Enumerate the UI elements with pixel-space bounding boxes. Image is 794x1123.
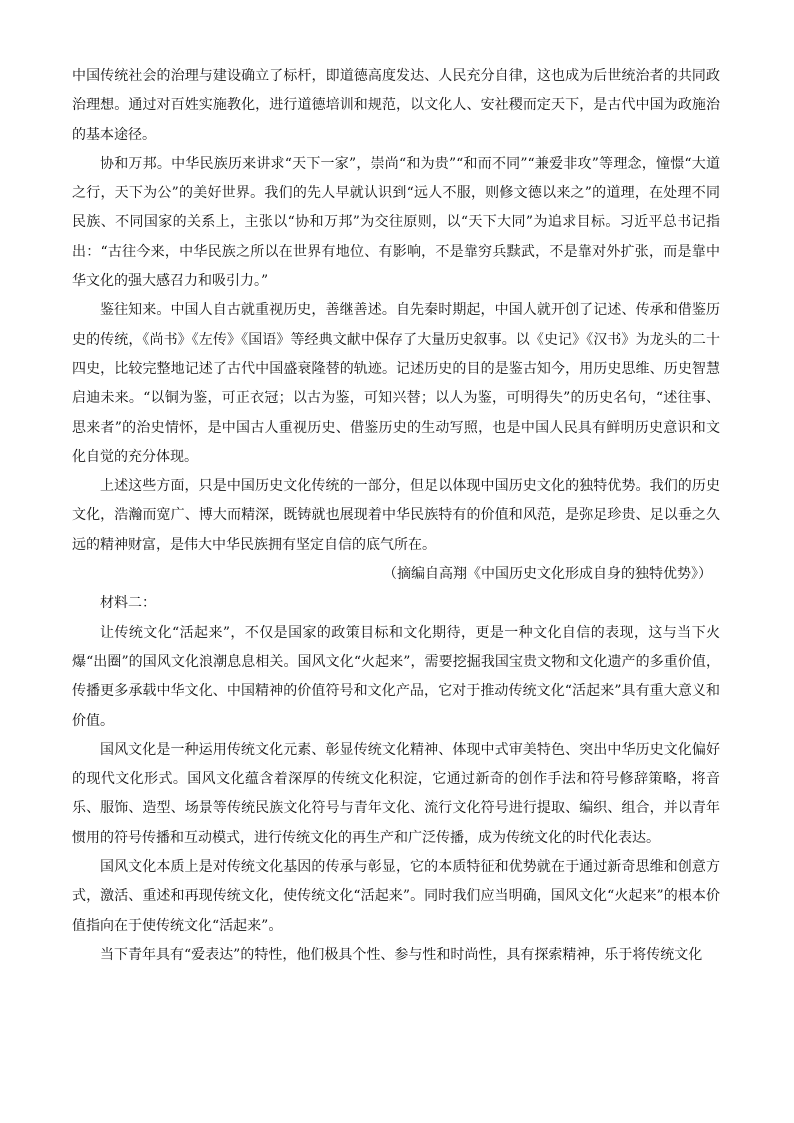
paragraph-guofeng-intro: 让传统文化“活起来”，不仅是国家的政策目标和文化期待，更是一种文化自信的表现，这与当下火爆“出圈”的国风文化浪潮息息相关。国风文化“火起来”，需要挖掘我国宝贵文物和文化遗产的多重价值，传播更多承载中华文化、中国精神的价值符号和文化产品，它对于推动传统文化“活起来”具有重大意义和价值。 (72, 624, 720, 729)
paragraph-youth: 当下青年具有“爱表达”的特性，他们极具个性、参与性和时尚性，具有探索精神，乐于将传统文化 (100, 946, 703, 963)
material-two-label: 材料二： (100, 595, 156, 612)
paragraph-governance: 中国传统社会的治理与建设确立了标杆，即道德高度发达、人民充分自律，这也成为后世统治者的共同政治理想。通过对百姓实施教化，进行道德培训和规范，以文化人、安社稷而定天下，是古代中国为政施治的基本途径。 (72, 68, 720, 143)
paragraph-guofeng-definition: 国风文化是一种运用传统文化元素、彰显传统文化精神、体现中式审美特色、突出中华历史文化偏好的现代文化形式。国风文化蕴含着深厚的传统文化积淀，它通过新奇的创作手法和符号修辞策略，将音乐、服饰、造型、场景等传统民族文化符号与青年文化、流行文化符号进行提取、编织、组合，并以青年惯用的符号传播和互动模式，进行传统文化的再生产和广泛传播，成为传统文化的时代化表达。 (72, 741, 720, 846)
source-citation: （摘编自高翔《中国历史文化形成自身的独特优势》） (383, 566, 712, 583)
document-page (72, 62, 720, 970)
paragraph-harmony: 协和万邦。中华民族历来讲求“天下一家”，崇尚“和为贵”“和而不同”“兼爱非攻”等理念，憧憬“大道之行，天下为公”的美好世界。我们的先人早就认识到“远人不服，则修文德以来之”的道理，在处理不同民族、不同国家的关系上，主张以“协和万邦”为交往原则，以“天下大同”为追求目标。习近平总书记指出：“古往今来，中华民族之所以在世界有地位、有影响，不是靠穷兵黩武，不是靠对外扩张，而是靠中华文化的强大感召力和吸引力。” (72, 155, 720, 290)
paragraph-guofeng-essence: 国风文化本质上是对传统文化基因的传承与彰显，它的本质特征和优势就在于通过新奇思维和创意方式，激活、重述和再现传统文化，使传统文化“活起来”。同时我们应当明确，国风文化“火起来”的根本价值指向在于使传统文化“活起来”。 (72, 859, 720, 934)
paragraph-history: 鉴往知来。中国人自古就重视历史，善继善述。自先秦时期起，中国人就开创了记述、传承和借鉴历史的传统，《尚书》《左传》《国语》等经典文献中保存了大量历史叙事。以《史记》《汉书》为龙头的二十四史，比较完整地记述了古代中国盛衰隆替的轨迹。记述历史的目的是鉴古知今，用历史思维、历史智慧启迪未来。“以铜为鉴，可正衣冠；以古为鉴，可知兴替；以人为鉴，可明得失”的历史名句，“述往事、思来者”的治史情怀，是中国古人重视历史、借鉴历史的生动写照，也是中国人民具有鲜明历史意识和文化自觉的充分体现。 (72, 302, 720, 465)
paragraph-summary: 上述这些方面，只是中国历史文化传统的一部分，但足以体现中国历史文化的独特优势。我们的历史文化，浩瀚而宽广、博大而精深，既铸就也展现着中华民族特有的价值和风范，是弥足珍贵、足以垂之久远的精神财富，是伟大中华民族拥有坚定自信的底气所在。 (72, 478, 720, 553)
